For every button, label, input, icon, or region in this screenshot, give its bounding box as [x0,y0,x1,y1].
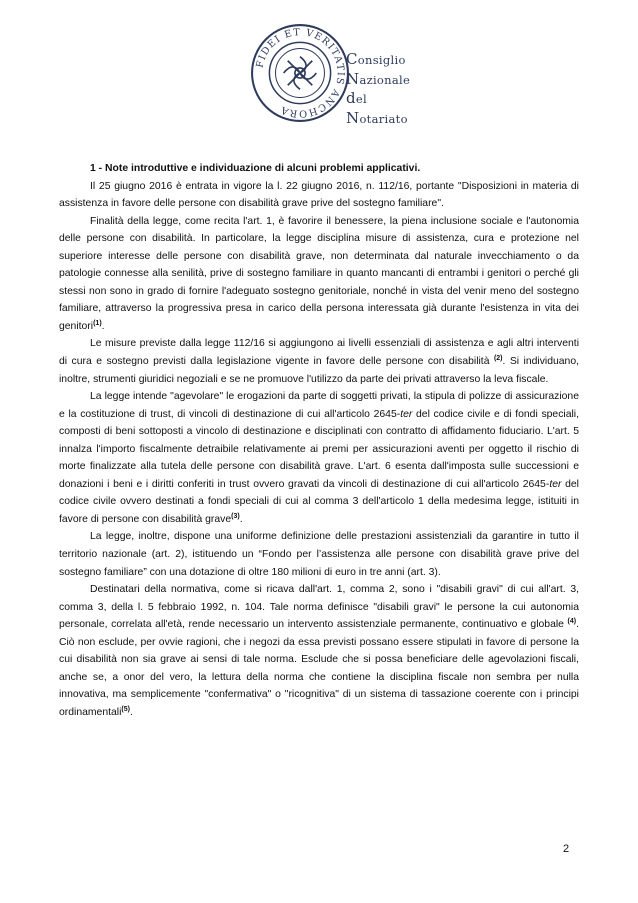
paragraph-text: del codice civile ovvero destinati a fondi speciali di cui al comma 3 dell'articolo 1 della medesima legge, istituiti in favore di persone con disabilità grave [59,478,579,525]
body-paragraph [59,528,579,581]
paragraph-text: Finalità della legge, come recita l'art. 1, è favorire il benessere, la piena inclusione sociale e l'autonomia delle persone con disabilità. In particolare, la legge disciplina misure di assistenza, cura e protezione nel superiore interesse delle persone con disabilità grave, non determinata dal naturale invecchiamento o da patologie connesse alla senilità, prive di sostegno familiare in quanto mancanti di entrambi i genitori o perché gli stessi non sono in grado di fornire l'adeguato sostegno genitoriale, nonché in vista del venir meno del sostegno familiare, attraverso la progressiva presa in carico della persona interessata già durante l'esistenza in vita dei genitori [59,215,579,332]
paragraph-text: . [101,320,105,332]
svg-text:FIDEI ET VERITATIS ANCHORA: FIDEI ET VERITATIS ANCHORA [254,27,346,119]
body-paragraph [59,388,579,528]
body-paragraph [59,213,579,336]
footnote-reference: (2) [493,355,503,363]
paragraph-text: del codice civile e di fondi speciali, composti di beni sottoposti a vincolo di destinazione e disciplinati con contratto di affidamento fiduciario. L'art. 5 innalza l'importo fiscalmente detraibile relativamente ai premi per assicurazioni aventi per oggetto il rischio di morte finalizzate alla tutela delle persone con disabilità grave. L'art. 6 esenta dall'imposta sulle successioni e donazioni i beni e i diritti conferiti in trust ovvero gravati da vincoli di destinazione di cui all'articolo 2645- [59,408,579,490]
body-paragraph [59,178,579,213]
document-body [59,160,579,722]
footnote-reference: (4) [567,618,577,626]
paragraph-text: Il 25 giugno 2016 è entrata in vigore la l. 22 giugno 2016, n. 112/16, portante "Disposizioni in materia di assistenza in favore delle persone con disabilità grave prive del sostegno familiare". [59,180,579,210]
org-name-line: Notariato [346,108,408,127]
org-name-line: Nazionale [346,69,411,88]
paragraph-text: La legge intende "agevolare" le erogazioni da parte di soggetti privati, la stipula di polizze di assicurazione e la costituzione di trust, di vincoli di destinazione di cui all'articolo 2645- [59,391,579,420]
paragraph-text: Destinatari della normativa, come si ricava dall'art. 1, comma 2, sono i "disabili gravi" di cui all'art. 3, comma 3, della l. 5 febbraio 1992, n. 104. Tale norma definisce "disabili gravi" le persone la cui autonomia personale, correlata all'età, rende necessario un intervento assistenziale permanente, continuativo e globale [59,584,579,631]
org-name-line: Consiglio [346,50,406,68]
letterhead [0,10,638,135]
footnote-reference: (3) [231,512,240,520]
italic-text: ter [400,408,413,420]
body-paragraph [59,335,579,388]
italic-text: ter [549,478,562,490]
footnote-reference: (1) [93,319,102,327]
paragraph-text: La legge, inoltre, dispone una uniforme definizione delle prestazioni assistenziali da garantire in tutto il territorio nazionale (art. 2), istituendo un “Fondo per l’assistenza alle persone con disabilità grave prive del sostegno familiare” con una dotazione di oltre 180 milioni di euro in tre anni (art. 3). [59,531,579,578]
organization-name [346,50,466,128]
paragraph-text: . [239,513,243,525]
page-number: 2 [563,843,570,855]
org-name-line: del [346,89,367,107]
paragraph-text: . [129,706,133,718]
paragraph-text: . Ciò non esclude, per ovvie ragioni, che i negozi da essa previsti possano essere stipulati in favore di persone la cui disabilità non sia grave ai sensi di tale norma. Esclude che si possa beneficiare delle agevolazioni fiscali, anche se, a onor del vero, la lettura della norma che contiene la disciplina fiscale non sembra per nulla innovativa, ma semplicemente "confermativa" o "ricognitiva" di un sistema di tassazione coerente con i principi ordinamentali [59,619,579,718]
body-paragraph [59,581,579,721]
paragraph-text: . Si individuano, inoltre, strumenti giuridici negoziali e se ne promuove l'utilizzo da parte dei privati attraverso la leva fiscale. [59,356,579,385]
paragraph-text: Le misure previste dalla legge 112/16 si aggiungono ai livelli essenziali di assistenza e agli altri interventi di cura e sostegno previsti dalla legislazione vigente in favore delle persone con disabilità [59,338,579,368]
section-heading: 1 - Note introduttive e individuazione di alcuni problemi applicativi. [90,163,421,174]
footnote-reference: (5) [121,705,130,713]
notary-seal-logo [249,22,351,124]
